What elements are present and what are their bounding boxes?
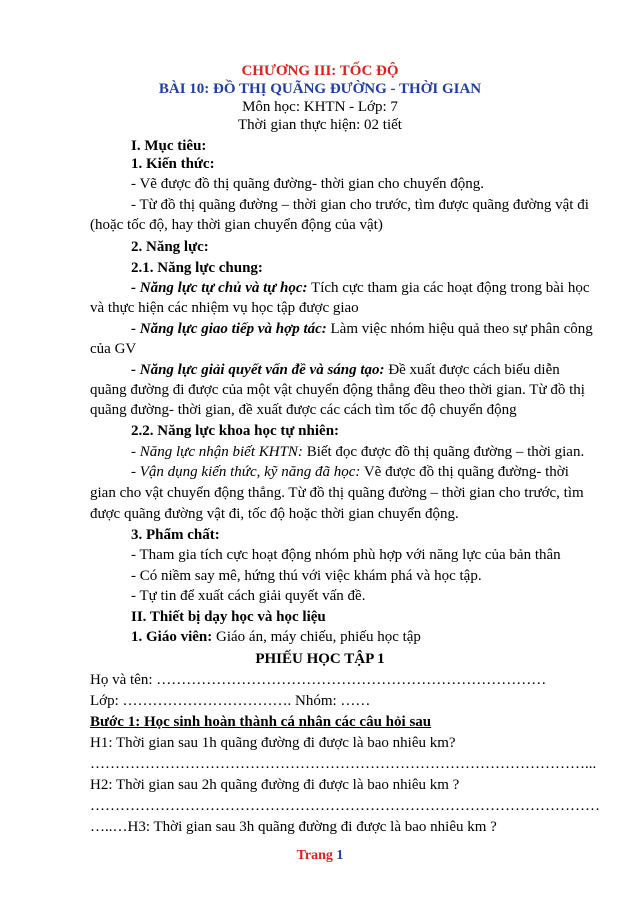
chapter-title: CHƯƠNG III: TỐC ĐỘ	[241, 63, 399, 79]
teacher-label: 1. Giáo viên:	[131, 629, 213, 645]
question-3: …..…H3: Thời gian sau 3h quãng đường đi được là bao nhiêu km ?	[90, 819, 497, 835]
lesson-title: BÀI 10: ĐỒ THỊ QUÃNG ĐƯỜNG - THỜI GIAN	[158, 81, 482, 97]
objectives-heading: I. Mục tiêu:	[131, 138, 207, 154]
problem-paragraph	[131, 361, 560, 379]
problem-text-cont: quãng đường đi được của một vật chuyển động thẳng đều theo thời gian. Từ đồ thị	[90, 382, 585, 398]
knowledge-item: - Từ đồ thị quãng đường – thời gian cho trước, tìm được quãng đường vật đi	[131, 197, 589, 213]
communication-paragraph	[131, 320, 593, 338]
teacher-text: Giáo án, máy chiếu, phiếu học tập	[212, 629, 421, 645]
page-footer	[0, 848, 640, 864]
equipment-heading: II. Thiết bị dạy học và học liệu	[131, 609, 326, 625]
page-label: Trang	[296, 848, 333, 863]
recognize-paragraph	[131, 443, 584, 461]
worksheet-title: PHIẾU HỌC TẬP 1	[255, 651, 385, 667]
science-competence-heading: 2.2. Năng lực khoa học tự nhiên:	[131, 423, 340, 439]
teacher-paragraph	[131, 628, 421, 646]
apply-text: Vẽ được đồ thị quãng đường- thời	[360, 464, 569, 480]
competence-heading: 2. Năng lực:	[131, 239, 209, 255]
communication-label: - Năng lực giao tiếp và hợp tác:	[131, 321, 327, 337]
knowledge-heading: 1. Kiến thức:	[131, 156, 215, 172]
apply-text-cont: được quãng đường vật đi, tốc độ hoặc thời gian chuyển động.	[90, 506, 459, 522]
question-2: H2: Thời gian sau 2h quãng đường đi được là bao nhiêu km ?	[90, 777, 460, 793]
answer-dots-1: ………………………………………………………………………………………...	[90, 756, 597, 772]
qualities-heading: 3. Phẩm chất:	[131, 527, 220, 543]
question-1: H1: Thời gian sau 1h quãng đường đi được là bao nhiêu km?	[90, 735, 456, 751]
step1-heading: Bước 1: Học sinh hoàn thành cá nhân các câu hỏi sau	[90, 714, 432, 730]
communication-text-cont: của GV	[90, 341, 137, 357]
problem-label: - Năng lực giải quyết vấn đề và sáng tạo:	[131, 362, 385, 378]
problem-text-cont: quãng đường- thời gian, đề xuất được các cách tìm tốc độ chuyển động	[90, 402, 517, 418]
apply-paragraph	[131, 463, 569, 481]
name-line: Họ và tên: ……………………………………………………………………	[90, 672, 547, 688]
apply-label: - Vận dụng kiến thức, kỹ năng đã học:	[131, 464, 361, 480]
knowledge-item: (hoặc tốc độ, hay thời gian chuyển động của vật)	[90, 217, 383, 233]
subject-line: Môn học: KHTN - Lớp: 7	[242, 99, 398, 115]
recognize-label: - Năng lực nhận biết KHTN:	[131, 444, 303, 460]
general-competence-heading: 2.1. Năng lực chung:	[131, 260, 263, 276]
apply-text-cont: gian cho vật chuyển động thẳng. Từ đồ thị quãng đường – thời gian cho trước, tìm	[90, 485, 584, 501]
autonomy-paragraph	[131, 279, 589, 297]
autonomy-text: Tích cực tham gia các hoạt động trong bài học	[307, 280, 590, 296]
page-number: 1	[336, 848, 344, 863]
recognize-text: Biết đọc được đồ thị quãng đường – thời gian.	[302, 444, 585, 460]
quality-item: - Có niềm say mê, hứng thú với việc khám phá và học tập.	[131, 568, 482, 584]
class-line: Lớp: ……………………………. Nhóm: ……	[90, 693, 371, 709]
quality-item: - Tự tin để xuất cách giải quyết vấn đề.	[131, 588, 366, 604]
problem-text: Đề xuất được cách biểu diễn	[384, 362, 560, 378]
duration-line: Thời gian thực hiện: 02 tiết	[238, 117, 402, 133]
knowledge-item: - Vẽ được đồ thị quãng đường- thời gian cho chuyển động.	[131, 176, 485, 192]
quality-item: - Tham gia tích cực hoạt động nhóm phù hợp với năng lực của bản thân	[131, 547, 561, 563]
autonomy-label: - Năng lực tự chủ và tự học:	[131, 280, 308, 296]
answer-dots-2: …………………………………………………………………………………………	[90, 798, 600, 814]
autonomy-text-cont: và thực hiện các nhiệm vụ học tập được giao	[90, 300, 359, 316]
communication-text: Làm việc nhóm hiệu quả theo sự phân công	[326, 321, 593, 337]
